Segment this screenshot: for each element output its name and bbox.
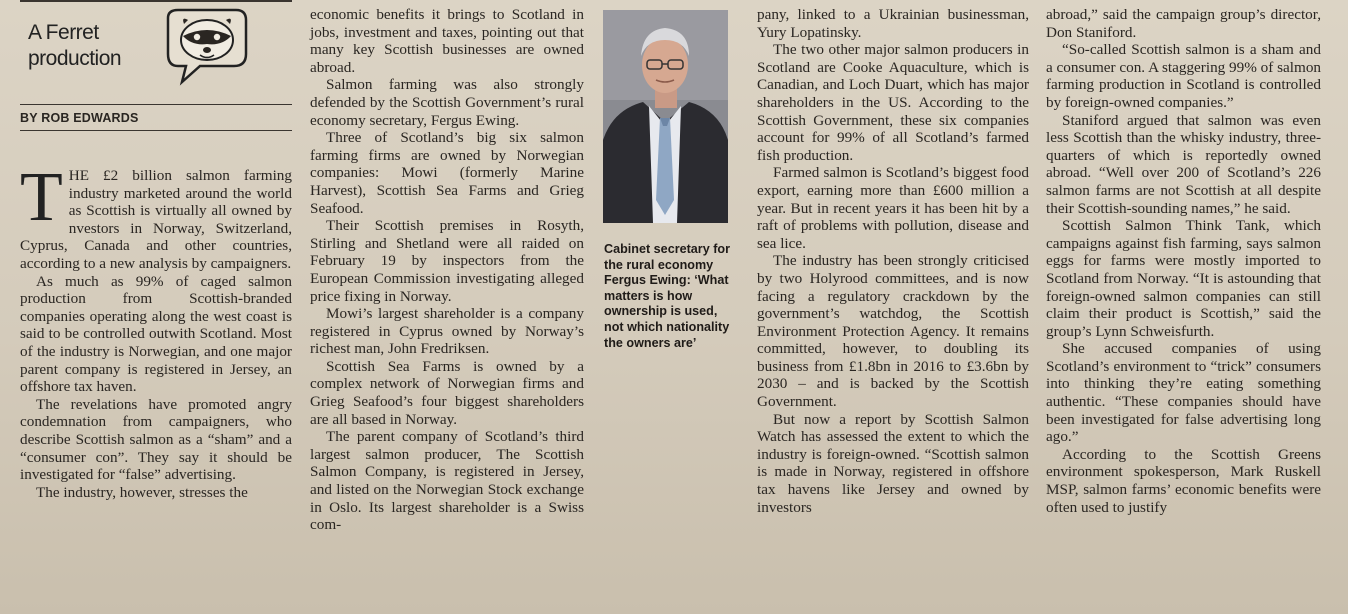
- paragraph: Mowi’s largest shareholder is a company registered in Cyprus owned by Norway’s richest man, John Fredriksen.: [310, 305, 584, 358]
- paragraph: The two other major salmon producers in Scotland are Cooke Aquaculture, which is Canadian, and Loch Duart, which has major shareholders in the US. According to the Scottish Government, these six companies account for 99% of all Scotland’s farmed fish production.: [757, 41, 1029, 164]
- brand-line-1: A Ferret: [28, 21, 99, 44]
- column-1: [20, 0, 292, 501]
- paragraph: The industry has been strongly criticised by two Holyrood committees, and is now facing a regulatory crackdown by the government’s watchdog, the Scottish Environment Protection Agency. It remains committed, however, to doubling its business from £1.8bn in 2016 to £3.6bn by 2030 – and is backed by the Scottish Government.: [757, 252, 1029, 411]
- ferret-logo-icon: [160, 6, 252, 86]
- brand-line-2: production: [28, 47, 122, 70]
- paragraph: “So-called Scottish salmon is a sham and a consumer con. A staggering 99% of salmon farming production in Scotland is controlled by foreign-owned companies.”: [1046, 41, 1322, 111]
- lead-paragraph: [20, 159, 292, 273]
- paragraph: The revelations have promoted angry condemnation from campaigners, who describe Scottish salmon as a “sham” and a “consumer con”. They say it should be investigated for “false” advertising.: [20, 395, 292, 484]
- brand-rule: [20, 104, 292, 105]
- paragraph: Scottish Salmon Think Tank, which campaigns against fish farming, says salmon eggs for farms were mostly imported to Scotland from Norway. “It is astounding that foreign-owned salmon companies can still claim their product is Scottish,” said the group’s Lynn Schweisfurth.: [1046, 217, 1321, 340]
- paragraph: She accused companies of using Scotland’s environment to “trick” consumers into thinking they’re eating something authentic. “These companies should have been investigated for false advertising long ago.”: [1046, 340, 1321, 446]
- photo-caption: Cabinet secretary for the rural economy Fergus Ewing: ‘What matters is how ownership is used, not which nationality the owners are’: [604, 242, 730, 350]
- lead-text: HE £2 billion salmon farming industry marketed around the world as Scottish is virtually all owned by nvestors in Norway, Switzerland, Cyprus, Canada and other countries, according to a new analysis by campaigners.: [20, 167, 292, 272]
- paragraph: Farmed salmon is Scotland’s biggest food export, earning more than £600 million a year. But in recent years it has been hit by a raft of problems with pollution, disease and sea lice.: [757, 164, 1029, 252]
- column-4: [757, 6, 1029, 516]
- paragraph: economic benefits it brings to Scotland in jobs, investment and taxes, pointing out that many key Scottish businesses are owned abroad.: [310, 6, 584, 76]
- brand-title: [28, 20, 121, 72]
- column-2: [310, 6, 584, 534]
- paragraph: Their Scottish premises in Rosyth, Stirling and Shetland were all raided on February 19 by inspectors from the European Commission investigating alleged price fixing in Norway.: [310, 217, 584, 305]
- paragraph: Scottish Sea Farms is owned by a complex network of Norwegian firms and Grieg Seafood’s four biggest shareholders are all based in Norway.: [310, 357, 584, 428]
- byline: BY ROB EDWARDS: [20, 111, 139, 125]
- paragraph: The parent company of Scotland’s third largest salmon producer, The Scottish Salmon Company, is registered in Jersey, and listed on the Norwegian Stock exchange in Oslo. Its largest shareholder is a Swiss com-: [310, 428, 584, 534]
- paragraph: Staniford argued that salmon was even less Scottish than the whisky industry, three-quarters of which is reportedly owned abroad. “Well over 200 of Scotland’s 226 salmon farms are not Scottish at all despite their Scottish-sounding names,” he said.: [1046, 111, 1321, 217]
- top-rule: [20, 0, 292, 2]
- paragraph: But now a report by Scottish Salmon Watch has assessed the extent to which the industry is foreign-owned. “Scottish salmon is made in Norway, registered in offshore tax havens like Jersey and owned by investors: [757, 410, 1029, 516]
- portrait-photo: [603, 10, 728, 223]
- paragraph: Three of Scotland’s big six salmon farming firms are owned by Norwegian companies: Mowi (formerly Marine Harvest), Scottish Sea Farms and Grieg Seafood.: [310, 129, 584, 217]
- paragraph: Salmon farming was also strongly defended by the Scottish Government’s rural economy secretary, Fergus Ewing.: [310, 76, 584, 129]
- drop-cap: T: [20, 159, 63, 236]
- paragraph: According to the Scottish Greens environment spokesperson, Mark Ruskell MSP, salmon farms’ economic benefits were often used to justify: [1046, 445, 1321, 516]
- brand-header: [20, 0, 292, 104]
- paragraph: abroad,” said the campaign group’s director, Don Staniford.: [1046, 6, 1321, 41]
- paragraph: As much as 99% of caged salmon production from Scottish-branded companies operating along the west coast is said to be controlled outwith Scotland. Most of the industry is Norwegian, and one major parent company is registered in Jersey, an offshore tax haven.: [20, 272, 292, 396]
- paragraph: pany, linked to a Ukrainian businessman, Yury Lopatinsky.: [757, 6, 1029, 41]
- paragraph: The industry, however, stresses the: [36, 483, 248, 501]
- column-5: [1046, 6, 1321, 516]
- byline-rule: [20, 130, 292, 131]
